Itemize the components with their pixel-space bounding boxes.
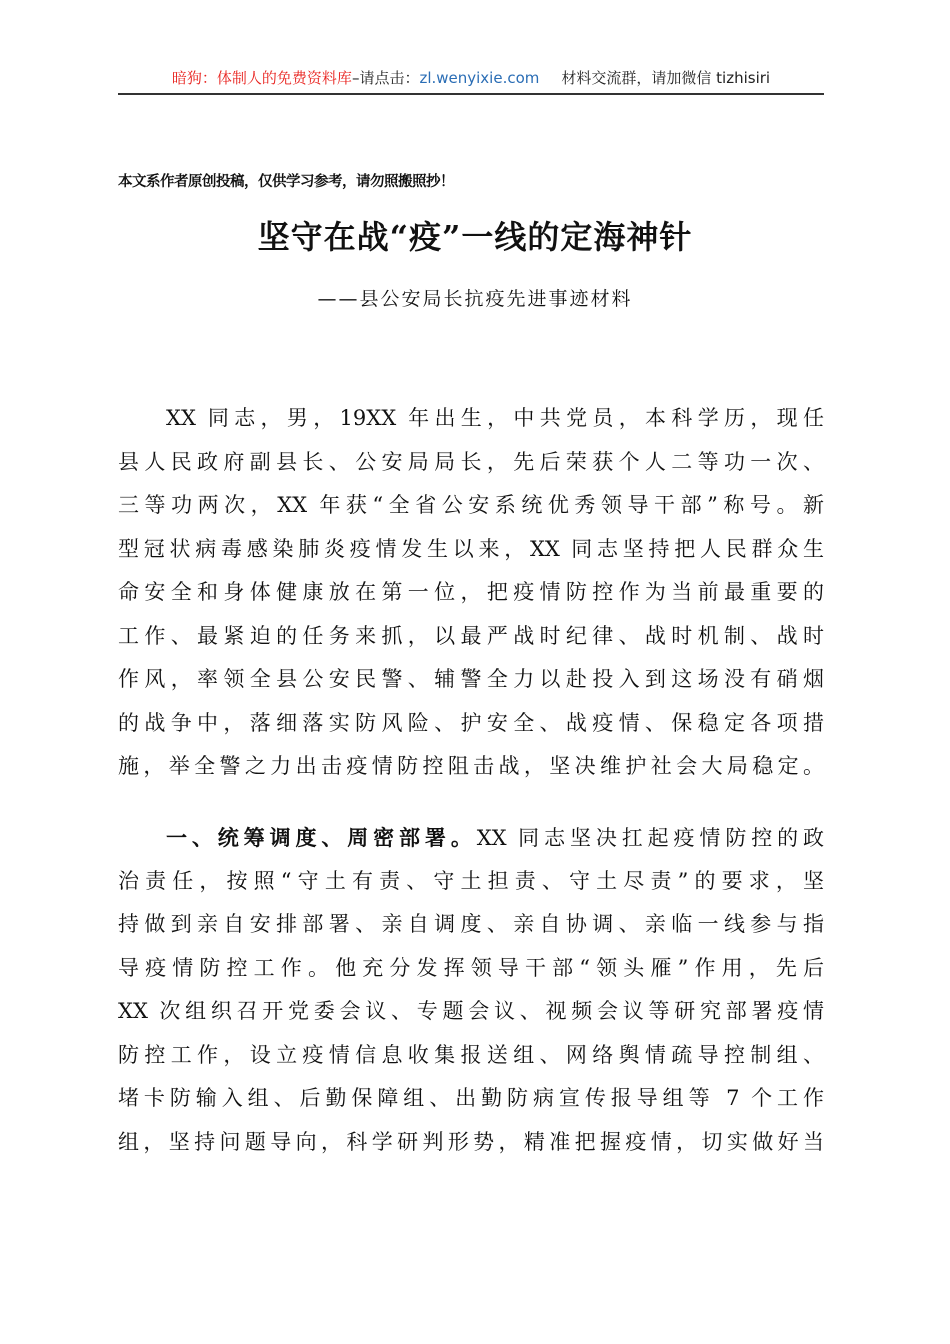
header-divider [118, 93, 824, 95]
watermark-header [118, 66, 824, 90]
group-info: 材料交流群，请加微信 tizhisiri [561, 69, 771, 87]
text-line: 堵卡防输入组、后勤保障组、出勤防病宣传报导组等 7 个工作 [118, 1086, 824, 1110]
text-line: XX 次组织召开党委会议、专题会议、视频会议等研究部署疫情 [118, 999, 824, 1023]
text-line: 工作、最紧迫的任务来抓，以最严战时纪律、战时机制、战时 [118, 623, 824, 648]
site-link[interactable]: zl.wenyixie.com [419, 69, 540, 87]
document-subtitle: ——县公安局长抗疫先进事迹材料 [317, 288, 633, 310]
text-line [118, 816, 824, 860]
section-heading: 一、统筹调度、周密部署。 [166, 825, 477, 850]
text-line: 的战争中，落细落实防风险、护安全、战疫情、保稳定各项措 [118, 710, 824, 735]
document-title: 坚守在战“疫”一线的定海神针 [257, 218, 693, 256]
text-line: 施，举全警之力出击疫情防控阻击战，坚决维护社会大局稳定。 [118, 754, 824, 778]
text-line: 持做到亲自安排部署、亲自调度、亲自协调、亲临一线参与指 [118, 912, 824, 936]
text-line: 导疫情防控工作。他充分发挥领导干部“领头雁”作用，先后 [118, 955, 824, 980]
text-line: 三等功两次，XX 年获“全省公安系统优秀领导干部”称号。新 [118, 493, 824, 517]
paragraph-intro [118, 397, 824, 789]
text-line: 命安全和身体健康放在第一位，把疫情防控作为当前最重要的 [118, 580, 824, 604]
brand-text: 暗狗：体制人的免费资料库 [171, 69, 352, 87]
paragraph-section-one [118, 816, 824, 1164]
click-prompt: –请点击： [351, 69, 420, 87]
text-line: 防控工作，设立疫情信息收集报送组、网络舆情疏导控制组、 [118, 1042, 824, 1067]
text-line: 县人民政府副县长、公安局局长，先后荣获个人二等功一次、 [118, 449, 824, 474]
section-first-line: XX 同志坚决扛起疫情防控的政 [476, 826, 825, 850]
copyright-notice: 本文系作者原创投稿，仅供学习参考，请勿照搬照抄！ [118, 173, 454, 190]
text-line: 作风，率领全县公安民警、辅警全力以赴投入到这场没有硝烟 [118, 667, 824, 691]
text-line: 组，坚持问题导向，科学研判形势，精准把握疫情，切实做好当 [118, 1129, 824, 1154]
text-line: 型冠状病毒感染肺炎疫情发生以来，XX 同志坚持把人民群众生 [118, 536, 824, 561]
text-line: XX 同志，男，19XX 年出生，中共党员，本科学历，现任 [166, 406, 824, 430]
text-line: 治责任，按照“守土有责、守土担责、守土尽责”的要求，坚 [118, 868, 824, 893]
